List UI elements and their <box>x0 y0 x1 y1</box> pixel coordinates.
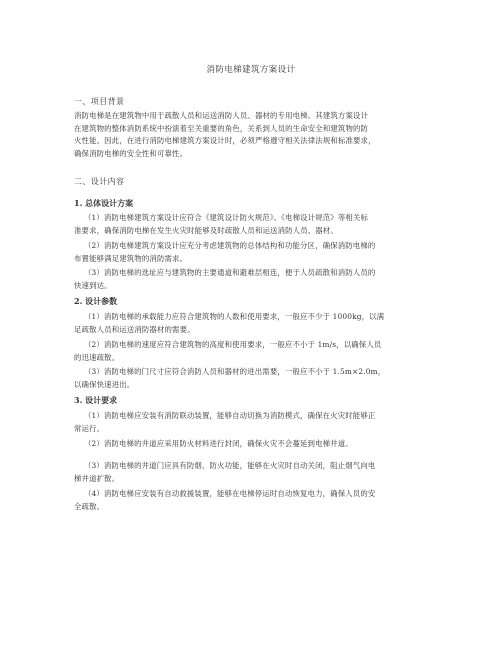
text-line: 的迅速疏散。 <box>74 352 120 362</box>
text-line: （1）消防电梯的承载能力应符合建筑物的人数和使用要求，一般应不少于 1000kg，以满 <box>84 312 385 321</box>
text-line: （4）消防电梯应安装有自动救援装置，能够在电梯停运时自动恢复电力，确保人员的安 <box>84 489 376 498</box>
subsection-title-overall: 1. 总体设计方案 <box>74 198 134 208</box>
text-line: 布置能够满足建筑物的消防需求。 <box>74 253 188 263</box>
text-line: 快速到达。 <box>74 280 112 290</box>
text-line: （1）消防电梯建筑方案设计应符合《建筑设计防火规范》、《电梯设计规范》等相关标 <box>84 213 368 222</box>
overall-item-2 <box>74 240 434 265</box>
overall-item-3 <box>74 267 434 292</box>
text-line: 全疏散。 <box>74 501 105 511</box>
text-line: 确保消防电梯的安全性和可靠性。 <box>74 148 188 158</box>
text-line: （2）消防电梯的井道应采用防火材料进行封闭，确保火灾不会蔓延到电梯井道。 <box>84 439 353 448</box>
text-line: 准要求，确保消防电梯在发生火灾时能够及时疏散人员和运送消防人员、器材。 <box>74 225 338 235</box>
section-heading-content: 二、设计内容 <box>74 177 125 186</box>
background-paragraph <box>74 110 434 160</box>
subsection-title-requirements: 3. 设计要求 <box>74 395 118 405</box>
text-line: （2）消防电梯建筑方案设计应充分考虑建筑物的总体结构和功能分区，确保消防电梯的 <box>84 241 376 250</box>
requirements-item-4 <box>74 488 434 513</box>
text-line: （1）消防电梯应安装有消防联动装置，能够自动切换为消防模式，确保在火灾时能够正 <box>84 411 376 420</box>
section-heading-background: 一、项目背景 <box>74 97 125 106</box>
text-line: 在建筑物的整体消防系统中扮演着至关重要的角色，关系到人员的生命安全和建筑物的防 <box>74 123 369 133</box>
text-line: （3）消防电梯的井道门应具有防烟、防火功能，能够在火灾时自动关闭，阻止烟气向电 <box>84 461 376 470</box>
subsection-title-parameters: 2. 设计参数 <box>74 296 118 306</box>
requirements-item-1 <box>74 410 434 435</box>
text-line: 足疏散人员和运送消防器材的需要。 <box>74 324 195 334</box>
text-line: （2）消防电梯的速度应符合建筑物的高度和使用要求，一般应不小于 1m/s，以确保人员 <box>84 340 382 349</box>
parameters-item-2 <box>74 339 434 364</box>
text-line: 消防电梯是在建筑物中用于疏散人员和运送消防人员、器材的专用电梯。其建筑方案设计 <box>74 111 369 120</box>
text-line: 常运行。 <box>74 423 105 433</box>
text-line: （3）消防电梯的选址应与建筑物的主要通道和避难层相连，便于人员疏散和消防人员的 <box>84 268 376 277</box>
text-line: 梯井道扩散。 <box>74 473 120 483</box>
text-line: 火性能。因此，在进行消防电梯建筑方案设计时，必须严格遵守相关法律法规和标准要求， <box>74 136 376 146</box>
overall-item-1 <box>74 212 434 237</box>
parameters-item-1 <box>74 311 434 336</box>
document-title: 消防电梯建筑方案设计 <box>206 65 296 75</box>
requirements-item-2 <box>74 438 434 451</box>
text-line: 以确保快速进出。 <box>74 379 135 389</box>
text-line: （3）消防电梯的门尺寸应符合消防人员和器材的进出需要，一般应不小于 1.5m×2.0m， <box>84 367 386 376</box>
parameters-item-3 <box>74 366 434 391</box>
requirements-item-3 <box>74 460 434 485</box>
